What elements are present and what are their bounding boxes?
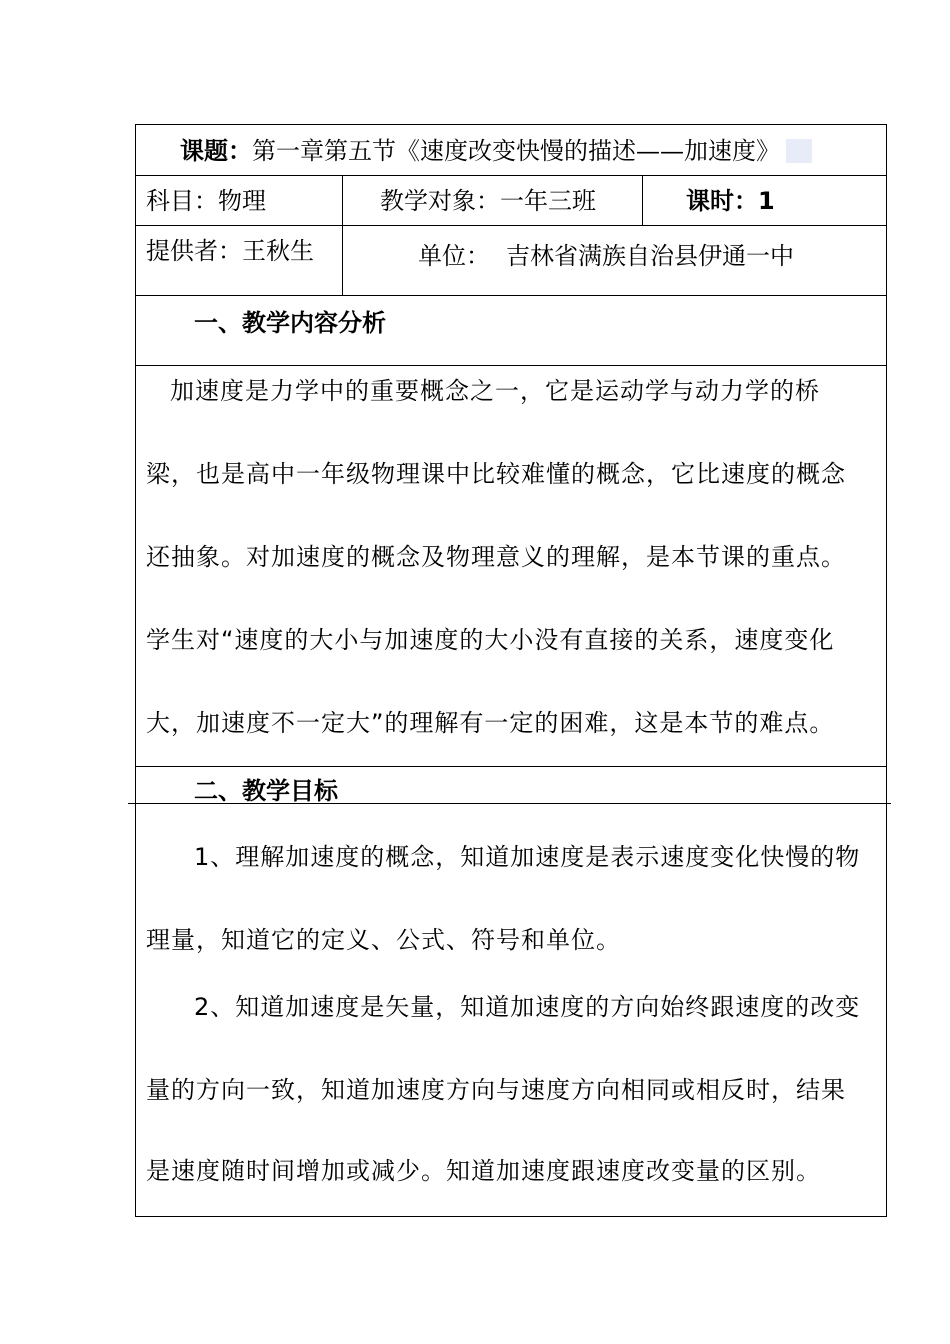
unit-label: 单位： (418, 242, 490, 270)
section-title: 二、教学目标 (194, 777, 338, 805)
unit-cell (418, 241, 794, 271)
provider-cell: 提供者：王秋生 (146, 237, 314, 265)
paragraph-line: 1、理解加速度的概念，知道加速度是表示速度变化快慢的物 (194, 843, 861, 871)
paragraph-line: 量的方向一致，知道加速度方向与速度方向相同或相反时，结果 (146, 1076, 846, 1104)
highlight-mark (786, 139, 812, 163)
subject-cell: 科目：物理 (146, 187, 266, 215)
paragraph-line: 学生对“速度的大小与加速度的大小没有直接的关系，速度变化 (146, 626, 835, 654)
audience-cell: 教学对象：一年三班 (380, 187, 596, 215)
topic-text: 第一章第五节《速度改变快慢的描述——加速度》 (252, 137, 780, 165)
paragraph-line: 大，加速度不一定大”的理解有一定的困难，这是本节的难点。 (146, 709, 835, 737)
period-cell: 课时：1 (686, 187, 775, 215)
row-divider (135, 225, 887, 226)
table-border-left (135, 124, 136, 1217)
table-border-right (886, 124, 887, 1217)
table-border-top (135, 124, 887, 125)
lesson-plan-table (135, 124, 887, 1217)
section-title: 一、教学内容分析 (194, 309, 386, 337)
column-divider (642, 175, 643, 225)
row-divider (135, 766, 887, 767)
table-border-bottom (135, 1216, 887, 1217)
paragraph-line: 理量，知道它的定义、公式、符号和单位。 (146, 926, 621, 954)
paragraph-line: 还抽象。对加速度的概念及物理意义的理解，是本节课的重点。 (146, 543, 846, 571)
row-divider (135, 295, 887, 296)
lesson-topic (180, 136, 812, 166)
paragraph-line: 是速度随时间增加或减少。知道加速度跟速度改变量的区别。 (146, 1157, 821, 1185)
topic-label: 课题： (180, 137, 252, 165)
paragraph-line: 2、知道加速度是矢量，知道加速度的方向始终跟速度的改变 (194, 993, 861, 1021)
column-divider (342, 175, 343, 295)
paragraph-line: 梁，也是高中一年级物理课中比较难懂的概念，它比速度的概念 (146, 460, 846, 488)
unit-value: 吉林省满族自治县伊通一中 (506, 242, 794, 270)
row-divider (135, 175, 887, 176)
paragraph-line: 加速度是力学中的重要概念之一，它是运动学与动力学的桥 (170, 377, 820, 405)
